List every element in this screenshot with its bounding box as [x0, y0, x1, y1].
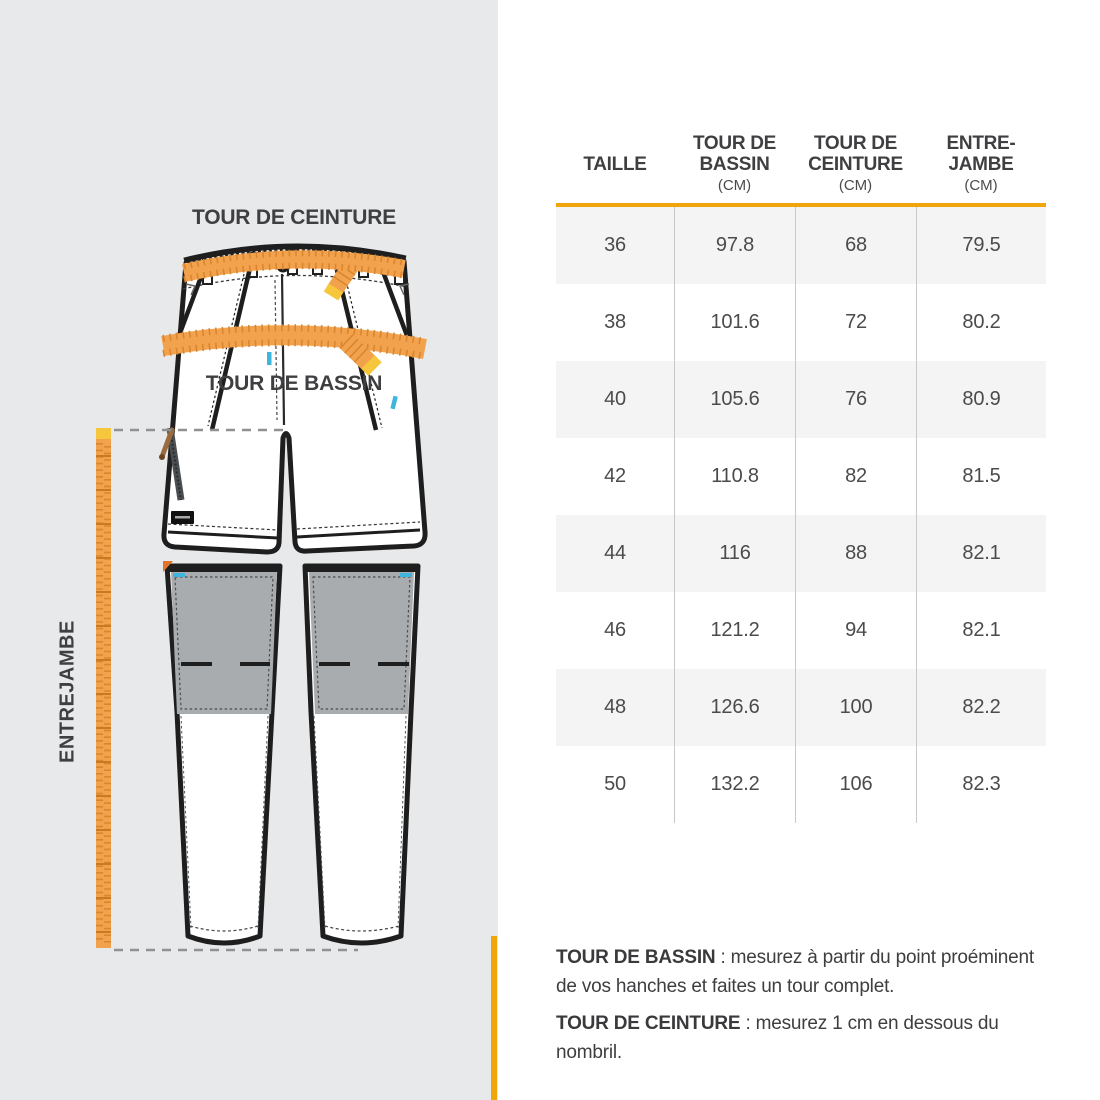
column-header-bassin: TOUR DE BASSIN (CM) [692, 133, 777, 194]
table-header [556, 112, 1046, 203]
size-table [556, 112, 1046, 823]
brand-patch [171, 511, 194, 524]
table-body [556, 207, 1046, 823]
table-row: 38 101.6 72 80.2 [556, 284, 1046, 361]
cyan-zip-pull [267, 352, 272, 365]
table-row: 40 105.6 76 80.9 [556, 361, 1046, 438]
inseam-tape [96, 428, 111, 948]
cyan-panel-mark [400, 573, 412, 577]
table-row: 36 97.8 68 79.5 [556, 207, 1046, 284]
table-row: 48 126.6 100 82.2 [556, 669, 1046, 746]
column-header-ceinture: TOUR DE CEINTURE (CM) [808, 133, 903, 194]
measurement-diagram-panel [0, 0, 498, 1100]
note-bassin: TOUR DE BASSIN : mesurez à partir du point proéminent de vos hanches et faites un tour complet. [556, 947, 1034, 997]
cyan-panel-mark [173, 573, 185, 577]
knee-panel [171, 572, 277, 714]
shorts-outline [159, 249, 425, 552]
column-header-entrejambe: ENTRE-JAMBE (CM) [946, 133, 1016, 194]
column-header-taille: TAILLE [583, 154, 647, 176]
zip-off-legs [163, 561, 418, 943]
hip-measure-label: TOUR DE BASSIN [205, 372, 383, 395]
pants-illustration [0, 0, 498, 1100]
table-row: 42 110.8 82 81.5 [556, 438, 1046, 515]
note-ceinture: TOUR DE CEINTURE : mesurez 1 cm en dessous du nombril. [556, 1013, 999, 1063]
table-row: 50 132.2 106 82.3 [556, 746, 1046, 823]
accent-bar [491, 936, 497, 1100]
waist-measure-label: TOUR DE CEINTURE [191, 206, 397, 229]
measurement-notes [556, 944, 1048, 1076]
table-row: 44 116 88 82.1 [556, 515, 1046, 592]
inseam-measure-label: ENTREJAMBE [56, 620, 79, 763]
knee-panel [309, 572, 414, 714]
table-row: 46 121.2 94 82.1 [556, 592, 1046, 669]
